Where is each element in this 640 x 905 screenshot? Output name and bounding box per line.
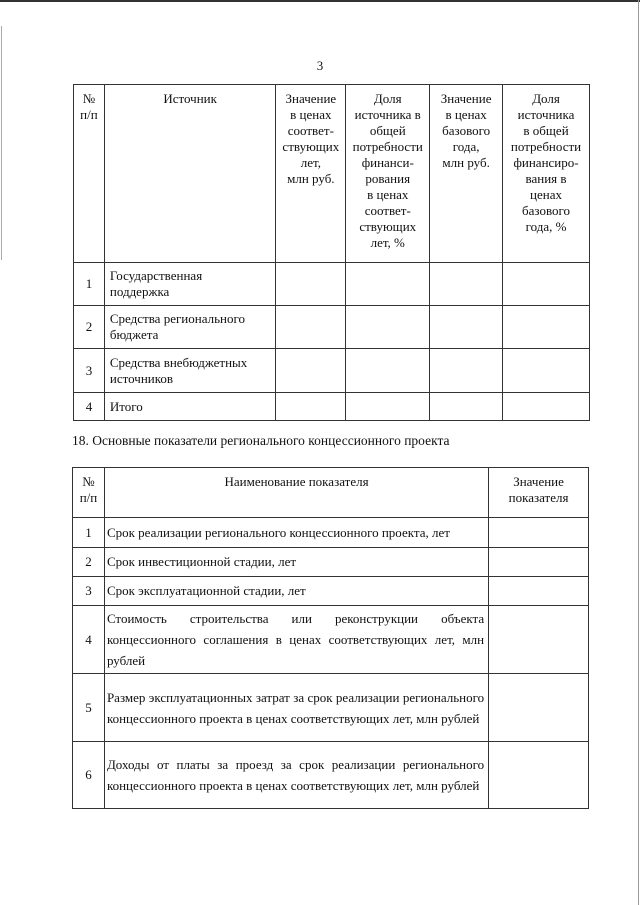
value-cell (430, 393, 503, 421)
header-value-base-year: Значение в ценах базового года, млн руб. (430, 85, 503, 263)
row-number: 6 (73, 742, 105, 809)
value-cell (503, 393, 590, 421)
page-number: 3 (316, 58, 324, 73)
table-row (73, 606, 589, 674)
scan-right-edge (638, 0, 639, 905)
value-cell (276, 306, 346, 349)
value-cell (346, 263, 430, 306)
value-cell (346, 349, 430, 393)
value-cell (430, 306, 503, 349)
header-source: Источник (104, 85, 276, 263)
table-row (73, 518, 589, 548)
value-cell (489, 674, 589, 742)
value-cell (489, 548, 589, 577)
table-header-row (73, 468, 589, 518)
table-header-row (74, 85, 590, 263)
row-indicator-name: Срок эксплуатационной стадии, лет (104, 577, 488, 606)
row-number: 2 (73, 548, 105, 577)
row-indicator-name: Срок реализации регионального концессионного проекта, лет (104, 518, 488, 548)
row-indicator-name: Срок инвестиционной стадии, лет (104, 548, 488, 577)
row-indicator-name: Размер эксплуатационных затрат за срок реализации регионального концессионного проекта в ценах соответствующих лет, млн рублей (104, 674, 488, 742)
row-number: 4 (73, 606, 105, 674)
value-cell (276, 263, 346, 306)
header-share-base-year: Доля источника в общей потребности финансиро- вания в ценах базового года, % (503, 85, 590, 263)
row-number: 3 (74, 349, 105, 393)
header-indicator-name: Наименование показателя (104, 468, 488, 518)
table-row (73, 548, 589, 577)
table-row (73, 742, 589, 809)
row-number: 4 (74, 393, 105, 421)
table-row (74, 263, 590, 306)
table-row (74, 306, 590, 349)
scan-top-edge (0, 0, 640, 2)
header-share-current-prices: Доля источника в общей потребности финанси- рования в ценах соответ- ствующих лет, % (346, 85, 430, 263)
table-row (73, 674, 589, 742)
value-cell (503, 306, 590, 349)
value-cell (503, 349, 590, 393)
value-cell (430, 263, 503, 306)
value-cell (346, 393, 430, 421)
value-cell (489, 606, 589, 674)
table-row (73, 577, 589, 606)
project-indicators-table (72, 467, 589, 809)
value-cell (489, 577, 589, 606)
row-source: Средства внебюджетных источников (104, 349, 276, 393)
value-cell (346, 306, 430, 349)
row-source: Итого (104, 393, 276, 421)
row-number: 1 (74, 263, 105, 306)
row-number: 5 (73, 674, 105, 742)
row-indicator-name: Доходы от платы за проезд за срок реализации регионального концессионного проекта в ценах соответствующих лет, млн рублей (104, 742, 488, 809)
row-number: 2 (74, 306, 105, 349)
header-value-current-prices: Значение в ценах соответ- ствующих лет, млн руб. (276, 85, 346, 263)
value-cell (489, 742, 589, 809)
header-number: № п/п (74, 85, 105, 263)
value-cell (276, 393, 346, 421)
table-row (74, 349, 590, 393)
header-indicator-value: Значение показателя (489, 468, 589, 518)
row-source: Средства регионального бюджета (104, 306, 276, 349)
value-cell (503, 263, 590, 306)
value-cell (276, 349, 346, 393)
row-indicator-name: Стоимость строительства или реконструкции объекта концессионного соглашения в ценах соответствующих лет, млн рублей (104, 606, 488, 674)
header-number: № п/п (73, 468, 105, 518)
financing-sources-table (73, 84, 590, 421)
row-number: 1 (73, 518, 105, 548)
value-cell (489, 518, 589, 548)
table-row-total (74, 393, 590, 421)
row-number: 3 (73, 577, 105, 606)
row-source: Государственная поддержка (104, 263, 276, 306)
section-18-title: 18. Основные показатели регионального концессионного проекта (72, 433, 450, 448)
value-cell (430, 349, 503, 393)
